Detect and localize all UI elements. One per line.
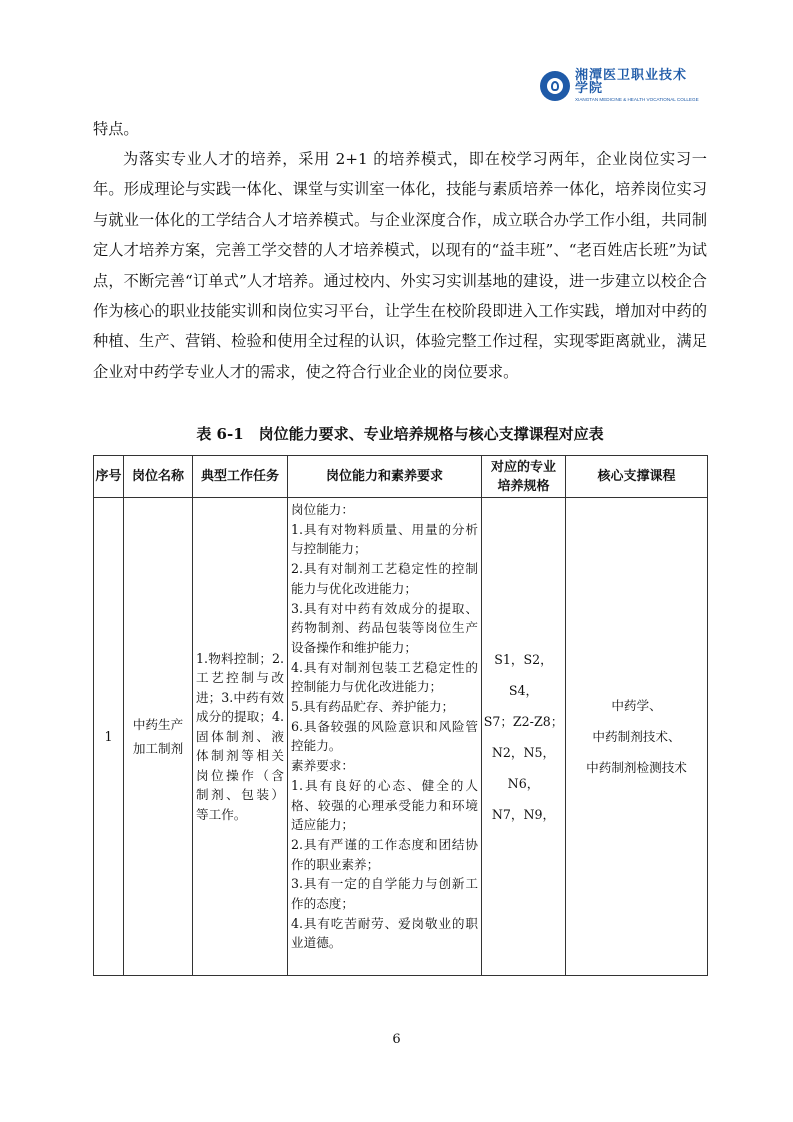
cell-tasks: 1.物料控制；2.工艺控制与改进；3.中药有效成分的提取；4.固体制剂、液体制剂等相关岗位操作（含制剂、包装）等工作。	[193, 498, 288, 976]
table-header-row	[94, 456, 708, 498]
position-line2: 加工制剂	[132, 740, 184, 756]
ability-item: 素养要求：	[291, 758, 354, 774]
position-line1: 中药生产	[132, 716, 184, 732]
ability-item: 6.具备较强的风险意识和风险管控能力。	[291, 718, 478, 754]
cell-position	[124, 498, 193, 976]
ability-item: 1.具有良好的心态、健全的人格、较强的心理承受能力和环境适应能力；	[291, 777, 478, 833]
spec-line: N7，N9，	[491, 806, 556, 822]
paragraph-training-model: 为落实专业人才的培养，采用 2+1 的培养模式，即在校学习两年，企业岗位实习一年。形成理论与实践一体化、课堂与实训室一体化，技能与素质培养一体化，培养岗位实习与就业一体化的工学结合人才培养模式。与企业深度合作，成立联合办学工作小组，共同制定人才培养方案，完善工学交替的人才培养模式，以现有的“益丰班”、“老百姓店长班”为试点，不断完善“订单式”人才培养。通过校内、外实习实训基地的建设，进一步建立以校企合作为核心的职业技能实训和岗位实习平台，让学生在校阶段即进入工作实践，增加对中药的种植、生产、营销、检验和使用全过程的认识，体验完整工作过程，实现零距离就业，满足企业对中药学专业人才的需求，使之符合行业企业的岗位要求。	[93, 150, 707, 381]
ability-item: 3.具有一定的自学能力与创新工作的态度；	[291, 876, 478, 912]
table-row	[94, 498, 708, 976]
ability-item: 2.具有对制剂工艺稳定性的控制能力与优化改进能力；	[291, 561, 478, 596]
spec-line: S7；Z2-Z8；	[483, 713, 564, 729]
header-specs	[482, 456, 566, 498]
course-item: 中药制剂检测技术	[586, 760, 687, 776]
logo-english-name: XIANGTAN MEDICINE & HEALTH VOCATIONAL COLLEGE	[575, 97, 699, 103]
cell-specs	[482, 498, 566, 976]
header-abilities: 岗位能力和素养要求	[288, 456, 482, 498]
ability-item: 3.具有对中药有效成分的提取、药物制剂、药品包装等岗位生产设备操作和维护能力；	[291, 600, 478, 655]
logo-chinese-name: 湘潭医卫职业技术学院	[575, 68, 688, 97]
header-specs-line1: 对应的专业	[490, 459, 556, 475]
college-seal-icon	[540, 71, 570, 101]
paragraph-continuation: 特点。	[93, 120, 139, 138]
header-courses: 核心支撑课程	[566, 456, 708, 498]
ability-item: 1.具有对物料质量、用量的分析与控制能力；	[291, 521, 478, 557]
cell-courses	[566, 498, 708, 976]
ability-item: 4.具有对制剂包装工艺稳定性的控制能力与优化改进能力；	[291, 659, 478, 695]
header-seq: 序号	[94, 456, 124, 498]
header-specs-line2: 培养规格	[497, 478, 550, 494]
ability-item: 2.具有严谨的工作态度和团结协作的职业素养；	[291, 836, 478, 872]
cell-seq: 1	[94, 498, 124, 976]
table-caption: 表 6-1 岗位能力要求、专业培养规格与核心支撑课程对应表	[196, 425, 604, 443]
ability-item: 4.具有吃苦耐劳、爱岗敬业的职业道德。	[291, 915, 478, 951]
page-number: 6	[392, 1032, 401, 1047]
ability-item: 5.具有药品贮存、养护能力；	[291, 699, 455, 715]
header-position: 岗位名称	[124, 456, 193, 498]
ability-item: 岗位能力：	[291, 502, 354, 517]
spec-line: S1，S2，S4，	[494, 651, 553, 698]
cell-abilities	[288, 498, 482, 976]
course-item: 中药制剂技术、	[592, 729, 681, 745]
spec-line: N2，N5，N6，	[491, 744, 556, 791]
course-item: 中药学、	[611, 698, 662, 714]
college-logo	[540, 66, 700, 106]
header-tasks: 典型工作任务	[193, 456, 288, 498]
ability-course-table	[93, 455, 708, 976]
